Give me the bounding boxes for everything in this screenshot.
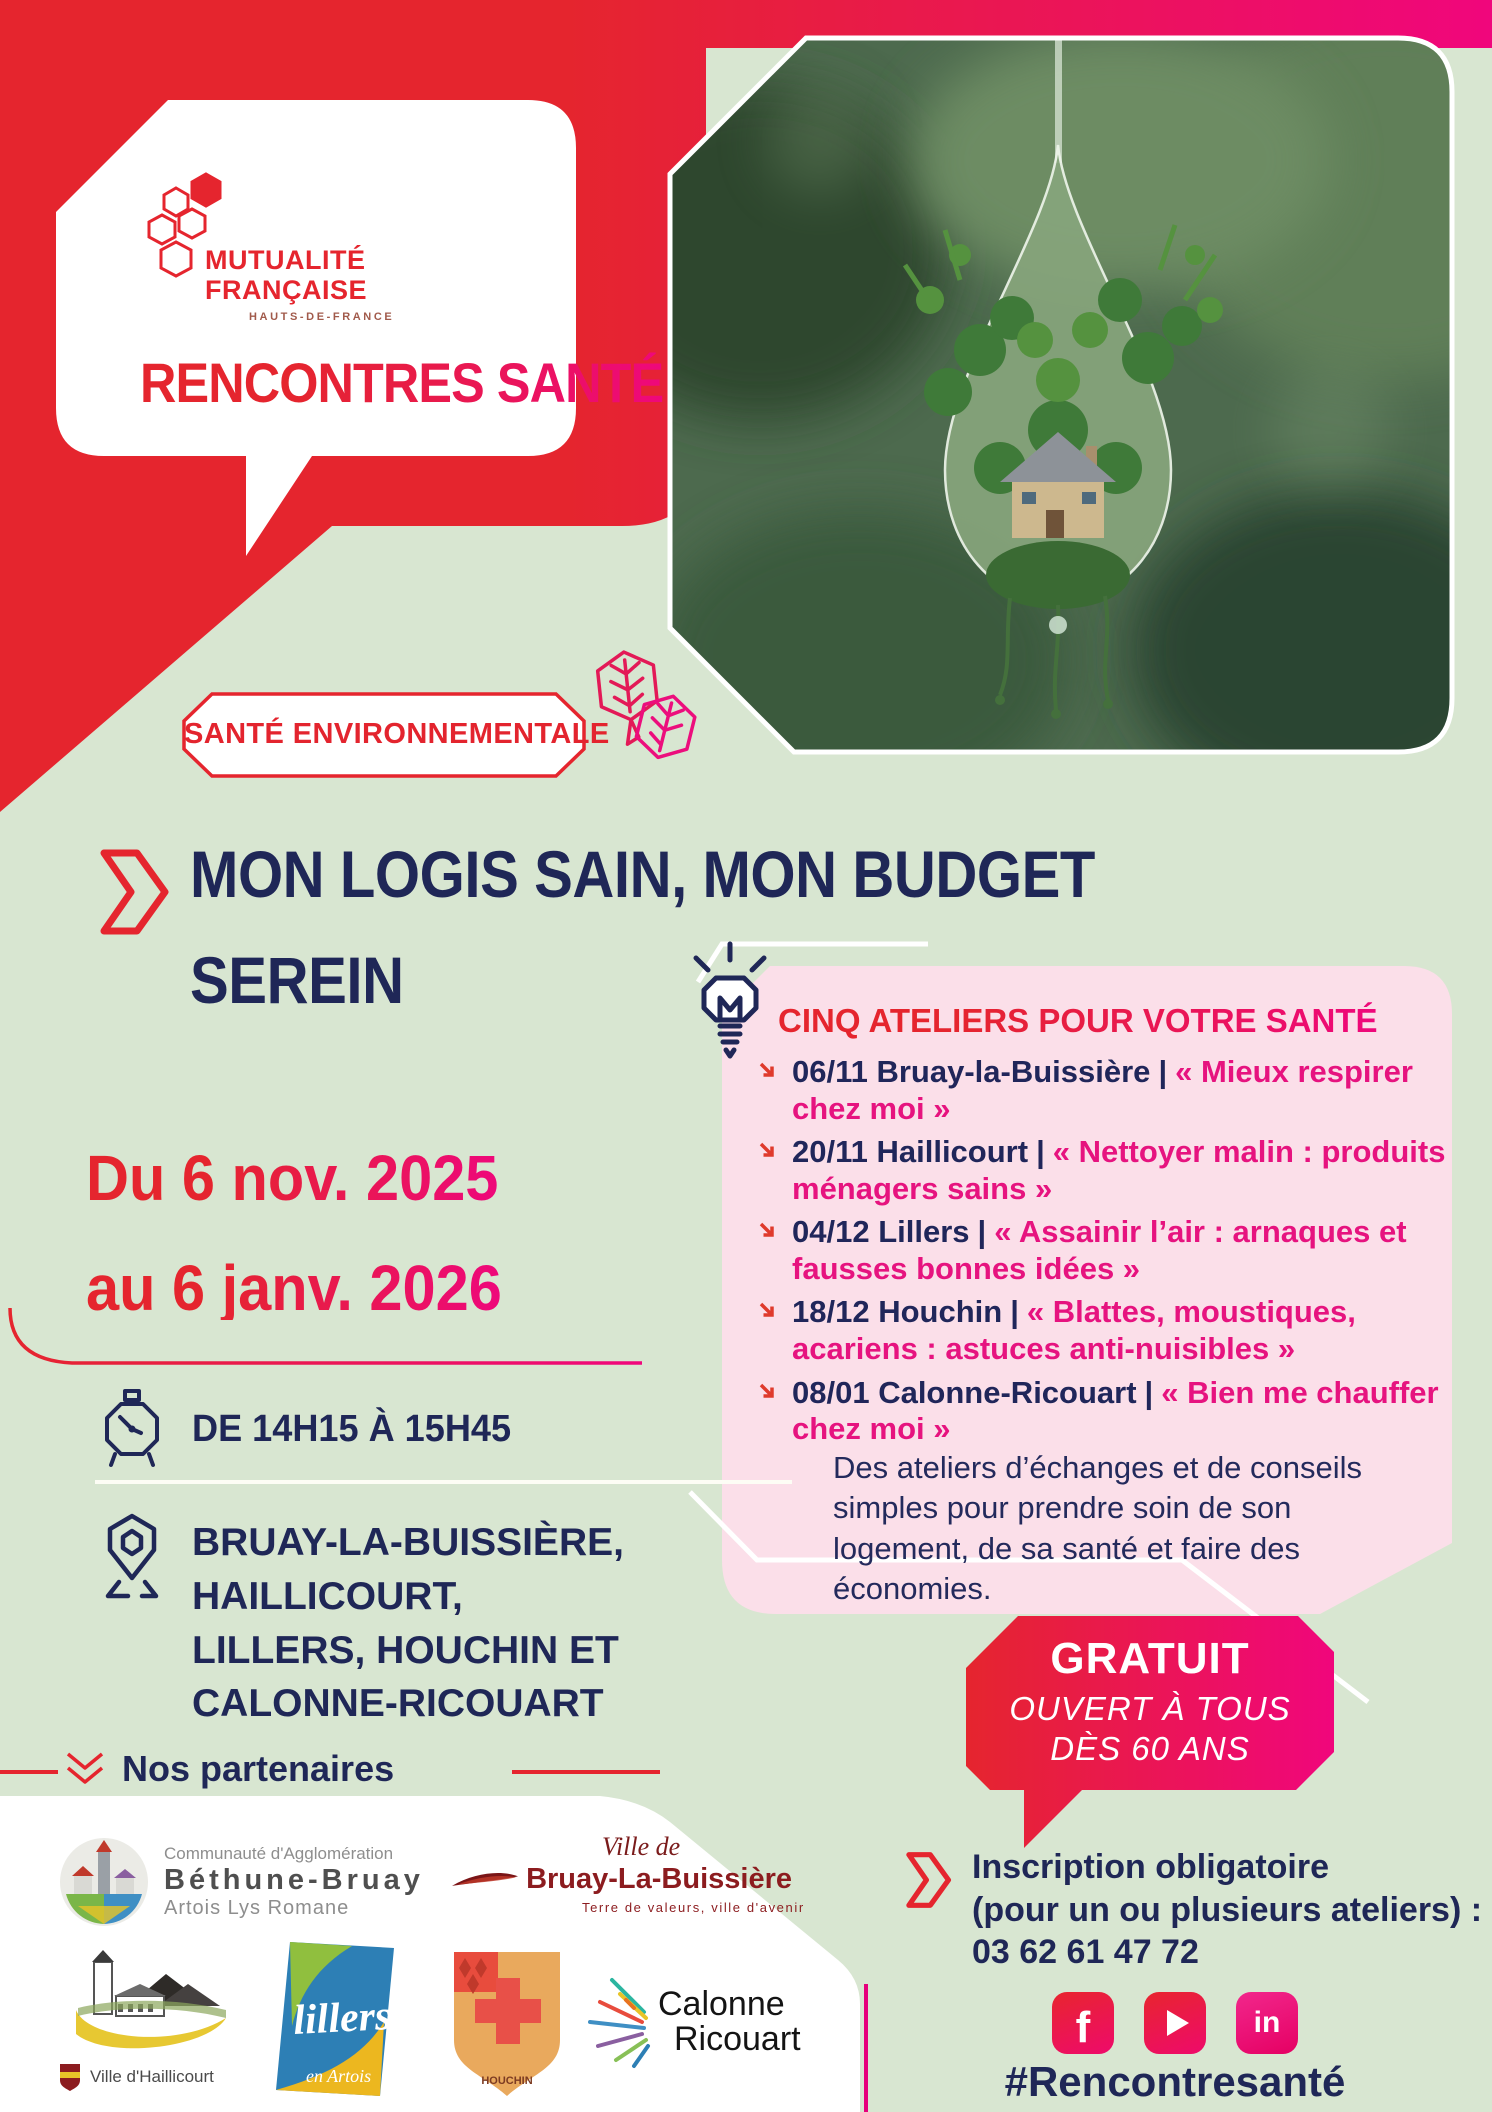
arrow-bullet-icon <box>758 1061 778 1081</box>
workshop-item: 04/12 Lillers | « Assainir l’air : arnaques et fausses bonnes idées » <box>758 1214 1448 1287</box>
gratuit-line2: OUVERT À TOUS <box>1009 1690 1291 1727</box>
bruay-name: Bruay-La-Buissière <box>526 1862 792 1895</box>
title-line1: MON LOGIS SAIN, MON BUDGET <box>190 837 1095 911</box>
workshop-date-place: 08/01 Calonne-Ricouart <box>792 1374 1137 1410</box>
workshop-item: 06/11 Bruay-la-Buissière | « Mieux respirer chez moi » <box>758 1054 1448 1127</box>
locations-text: BRUAY-LA-BUISSIÈRE, HAILLICOURT, LILLERS, HOUCHIN ET CALONNE-RICOUART <box>192 1521 624 1726</box>
facebook-icon: f <box>1052 1992 1114 2054</box>
registration-line2: (pour un ou plusieurs ateliers) : <box>972 1890 1483 1929</box>
hashtag-text: #Rencontresanté <box>1004 2058 1346 2105</box>
workshops-description: Des ateliers d’échanges et de conseils simples pour prendre soin de son logement, de sa santé et faire des économies. <box>833 1450 1363 1606</box>
haillicourt-name: Ville d'Haillicourt <box>90 2067 214 2086</box>
bethune-line1: Communauté d'Agglomération <box>164 1844 394 1863</box>
workshop-title: « Bien me chauffer chez moi » <box>792 1374 1439 1447</box>
title-line2: SEREIN <box>190 942 404 1017</box>
clock-icon <box>100 1388 164 1468</box>
workshop-date-place: 20/11 Haillicourt <box>792 1134 1029 1170</box>
partner-calonne-logo <box>582 1972 801 2072</box>
chevron-down-icon <box>62 1748 108 1792</box>
workshops-heading: CINQ ATELIERS POUR VOTRE SANTÉ <box>778 1002 1378 1039</box>
haillicourt-shield-icon <box>58 2062 82 2092</box>
chevron-right-icon <box>905 1850 953 1910</box>
partners-heading: Nos partenaires <box>122 1748 395 1789</box>
chevron-right-icon <box>98 848 172 936</box>
partner-haillicourt-logo <box>58 1948 248 2092</box>
arrow-bullet-icon <box>758 1141 778 1161</box>
registration-phone: 03 62 61 47 72 <box>972 1933 1199 1971</box>
workshop-date-place: 18/12 Houchin <box>792 1294 1003 1330</box>
arrow-bullet-icon <box>758 1221 778 1241</box>
workshop-date-place: 06/11 Bruay-la-Buissière <box>792 1054 1151 1089</box>
registration-line1: Inscription obligatoire <box>972 1848 1330 1886</box>
workshop-title: « Assainir l’air : arnaques et fausses bonnes idées » <box>792 1214 1407 1286</box>
arrow-bullet-icon <box>758 1301 778 1321</box>
registration-text <box>972 1846 1492 1974</box>
bethune-line3: Artois Lys Romane <box>164 1897 350 1919</box>
partner-bethune-bruay-logo <box>58 1836 424 1928</box>
bruay-swoosh-icon <box>452 1862 518 1896</box>
houchin-shield-icon <box>448 1948 566 2100</box>
workshop-date-place: 04/12 Lillers <box>792 1214 970 1250</box>
lillers-pictogram-icon <box>272 1942 402 2102</box>
gratuit-line1: GRATUIT <box>1050 1634 1250 1683</box>
program-title: RENCONTRES SANTÉ <box>140 351 664 414</box>
droplet-photo <box>570 0 1492 810</box>
calonne-line1: Calonne <box>658 1985 785 2024</box>
logo-line1: MUTUALITÉ <box>205 245 366 275</box>
calonne-rays-icon <box>582 1972 654 2072</box>
gratuit-line3: DÈS 60 ANS <box>1050 1730 1250 1767</box>
houchin-name: HOUCHIN <box>481 2075 533 2087</box>
partner-lillers-logo <box>272 1942 402 2102</box>
workshop-item: 08/01 Calonne-Ricouart | « Bien me chauffer chez moi » <box>758 1375 1448 1448</box>
bruay-tagline: Terre de valeurs, ville d'avenir <box>582 1900 805 1915</box>
svg-text:en Artois: en Artois <box>306 2066 372 2086</box>
linkedin-icon: in <box>1236 1992 1298 2054</box>
event-dates <box>86 1142 533 1324</box>
bethune-pictogram-icon <box>58 1836 150 1928</box>
location-pin-icon <box>98 1512 166 1600</box>
date-line1: Du 6 nov. 2025 <box>86 1146 502 1210</box>
partner-bruay-logo <box>452 1832 805 1915</box>
brand-logo-text <box>205 245 394 323</box>
workshop-item: 20/11 Haillicourt | « Nettoyer malin : produits ménagers sains » <box>758 1134 1448 1207</box>
haillicourt-pictogram-icon <box>58 1948 248 2060</box>
bethune-name: Béthune-Bruay <box>164 1864 424 1896</box>
leaf-icons <box>596 649 698 764</box>
logo-line2: FRANÇAISE <box>205 275 368 306</box>
social-icons-row <box>1052 1992 1298 2054</box>
topic-badge-label: SANTÉ ENVIRONNEMENTALE <box>184 718 610 750</box>
svg-text:lillers: lillers <box>292 1992 393 2044</box>
calonne-line2: Ricouart <box>674 2020 801 2058</box>
partner-houchin-logo <box>448 1948 566 2100</box>
gratuit-badge <box>966 1634 1334 1768</box>
youtube-icon <box>1144 1992 1206 2054</box>
workshop-item: 18/12 Houchin | « Blattes, moustiques, acariens : astuces anti-nuisibles » <box>758 1294 1448 1367</box>
date-line2: au 6 janv. 2026 <box>86 1252 502 1324</box>
workshop-title: « Nettoyer malin : produits ménagers sains » <box>792 1134 1446 1206</box>
time-text: DE 14H15 À 15H45 <box>192 1408 512 1450</box>
logo-region: HAUTS-DE-FRANCE <box>249 311 395 324</box>
workshop-title: « Blattes, moustiques, acariens : astuces anti-nuisibles » <box>792 1294 1356 1367</box>
arrow-bullet-icon <box>758 1382 778 1402</box>
bruay-script: Ville de <box>602 1832 681 1861</box>
workshops-list <box>758 1054 1448 1455</box>
workshop-title: « Mieux respirer chez moi » <box>792 1054 1413 1126</box>
